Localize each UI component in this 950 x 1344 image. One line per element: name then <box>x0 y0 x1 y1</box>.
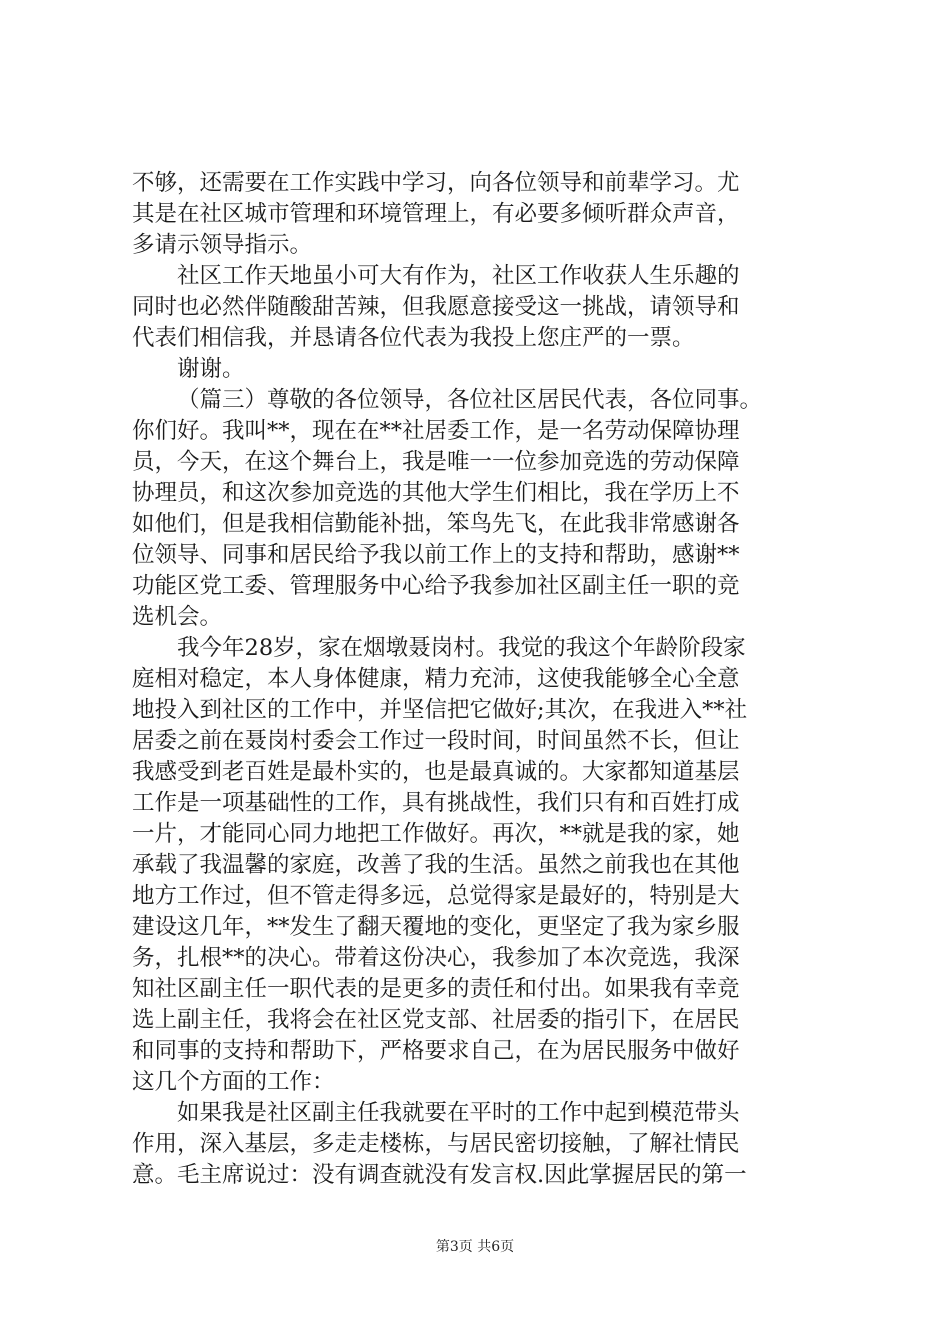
text-line: 和同事的支持和帮助下，严格要求自己，在为居民服务中做好 <box>132 1038 740 1064</box>
text-line: 如他们，但是我相信勤能补拙，笨鸟先飞，在此我非常感谢各 <box>132 511 740 537</box>
text-line: 务，扎根**的决心。带着这份决心，我参加了本次竞选，我深 <box>132 945 740 971</box>
text-line: 社区工作天地虽小可大有作为，社区工作收获人生乐趣的 <box>177 263 740 289</box>
text-line: 代表们相信我，并恳请各位代表为我投上您庄严的一票。 <box>132 325 695 351</box>
text-line: 位领导、同事和居民给予我以前工作上的支持和帮助，感谢** <box>132 542 740 568</box>
text-line: 我今年28岁，家在烟墩聂岗村。我觉的我这个年龄阶段家 <box>177 635 746 661</box>
text-line: 居委之前在聂岗村委会工作过一段时间，时间虽然不长，但让 <box>132 728 740 754</box>
text-line: 员，今天，在这个舞台上，我是唯一一位参加竞选的劳动保障 <box>132 449 740 475</box>
text-line: 地投入到社区的工作中，并坚信把它做好;其次，在我进入**社 <box>132 697 748 723</box>
text-line: 你们好。我叫**，现在在**社居委工作，是一名劳动保障协理 <box>132 418 740 444</box>
text-line: 其是在社区城市管理和环境管理上，有必要多倾听群众声音， <box>132 201 740 227</box>
text-line: 选机会。 <box>132 604 223 630</box>
text-line: 谢谢。 <box>177 356 245 382</box>
text-line: 建设这几年，**发生了翻天覆地的变化，更坚定了我为家乡服 <box>132 914 740 940</box>
text-line: 如果我是社区副主任我就要在平时的工作中起到模范带头 <box>177 1100 740 1126</box>
text-line: 功能区党工委、管理服务中心给予我参加社区副主任一职的竞 <box>132 573 740 599</box>
text-line: 承载了我温馨的家庭，改善了我的生活。虽然之前我也在其他 <box>132 852 740 878</box>
text-line: 同时也必然伴随酸甜苦辣，但我愿意接受这一挑战，请领导和 <box>132 294 740 320</box>
text-line: 不够，还需要在工作实践中学习，向各位领导和前辈学习。尤 <box>132 170 740 196</box>
text-line: 选上副主任，我将会在社区党支部、社居委的指引下，在居民 <box>132 1007 740 1033</box>
text-line: 地方工作过，但不管走得多远，总觉得家是最好的，特别是大 <box>132 883 740 909</box>
text-line: （篇三）尊敬的各位领导，各位社区居民代表，各位同事。 <box>177 387 763 413</box>
text-line: 庭相对稳定，本人身体健康，精力充沛，这使我能够全心全意 <box>132 666 740 692</box>
document-body <box>132 168 842 1191</box>
text-line: 我感受到老百姓是最朴实的，也是最真诚的。大家都知道基层 <box>132 759 740 785</box>
text-line: 多请示领导指示。 <box>132 232 313 258</box>
text-line: 协理员，和这次参加竞选的其他大学生们相比，我在学历上不 <box>132 480 740 506</box>
text-line: 这几个方面的工作： <box>132 1069 335 1095</box>
text-line: 工作是一项基础性的工作，具有挑战性，我们只有和百姓打成 <box>132 790 740 816</box>
text-line: 知社区副主任一职代表的是更多的责任和付出。如果我有幸竞 <box>132 976 740 1002</box>
text-line: 意。毛主席说过：没有调查就没有发言权.因此掌握居民的第一 <box>132 1162 747 1188</box>
text-line: 一片，才能同心同力地把工作做好。再次，**就是我的家，她 <box>132 821 740 847</box>
text-line: 作用，深入基层，多走走楼栋，与居民密切接触，了解社情民 <box>132 1131 740 1157</box>
page-footer: 第3页 共6页 <box>435 1239 515 1255</box>
